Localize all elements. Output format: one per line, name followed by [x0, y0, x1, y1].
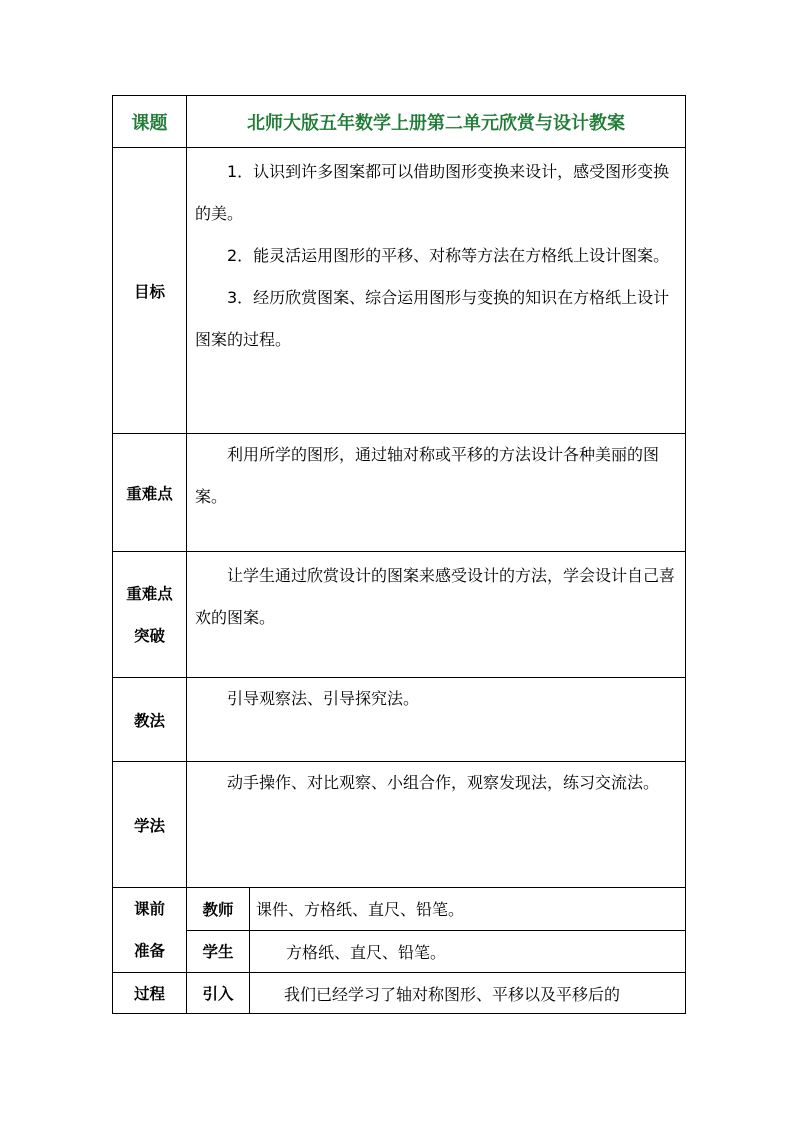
learning-method-content: [187, 762, 686, 888]
breakthrough-row: [113, 552, 686, 678]
teaching-method-text: 引导观察法、引导探究法。: [227, 689, 420, 708]
lesson-title: 北师大版五年数学上册第二单元欣赏与设计教案: [187, 96, 686, 148]
preparation-label-line1: 课前: [133, 900, 165, 918]
goal-item: 2．能灵活运用图形的平移、对称等方法在方格纸上设计图案。: [227, 246, 670, 265]
process-text: 我们已经学习了轴对称图形、平移以及平移后的: [250, 973, 686, 1014]
key-points-text: 利用所学的图形，通过轴对称或平移的方法设计各种美丽的图案。: [195, 445, 660, 506]
goals-row: [113, 148, 686, 434]
student-materials: 方格纸、直尺、铅笔。: [250, 930, 686, 973]
preparation-label-line2: 准备: [133, 942, 165, 960]
breakthrough-text: 让学生通过欣赏设计的图案来感受设计的方法，学会设计自己喜欢的图案。: [195, 566, 676, 627]
title-label: 课题: [113, 96, 187, 148]
breakthrough-content: [187, 552, 686, 678]
goal-item: 1．认识到许多图案都可以借助图形变换来设计，感受图形变换的美。: [195, 162, 670, 223]
key-points-content: [187, 434, 686, 552]
goals-label: 目标: [113, 148, 187, 434]
teaching-method-row: [113, 678, 686, 762]
title-row: [113, 96, 686, 148]
lesson-plan-table: [112, 95, 686, 1014]
process-row: [113, 973, 686, 1014]
breakthrough-label: [113, 552, 187, 678]
student-label: 学生: [187, 930, 250, 973]
breakthrough-label-line1: 重难点: [126, 584, 173, 603]
learning-method-row: [113, 762, 686, 888]
process-stage-label: 引入: [187, 973, 250, 1014]
teaching-method-label: 教法: [113, 678, 187, 762]
goal-item: 3．经历欣赏图案、综合运用图形与变换的知识在方格纸上设计图案的过程。: [195, 288, 670, 349]
key-points-row: [113, 434, 686, 552]
teacher-label: 教师: [187, 888, 250, 931]
breakthrough-label-line2: 突破: [133, 626, 165, 645]
preparation-row-student: [113, 930, 686, 973]
learning-method-text: 动手操作、对比观察、小组合作，观察发现法，练习交流法。: [227, 773, 660, 792]
key-points-label: 重难点: [113, 434, 187, 552]
process-label: 过程: [113, 973, 187, 1014]
teacher-materials: 课件、方格纸、直尺、铅笔。: [250, 888, 686, 931]
learning-method-label: 学法: [113, 762, 187, 888]
preparation-label: [113, 888, 187, 973]
teaching-method-content: [187, 678, 686, 762]
preparation-row-teacher: [113, 888, 686, 931]
goals-content: [187, 148, 686, 434]
